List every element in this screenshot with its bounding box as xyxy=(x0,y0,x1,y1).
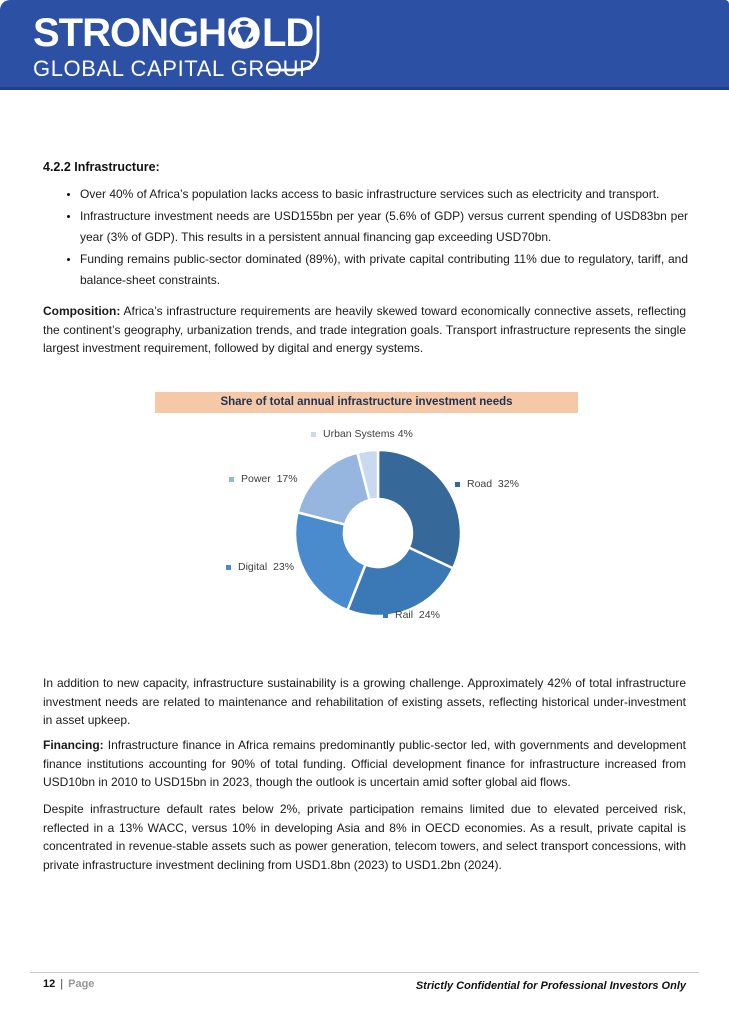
brand-wordmark-part1: STRONGH xyxy=(33,11,226,55)
footer-separator: | xyxy=(60,978,64,990)
pie-label-digital xyxy=(226,561,294,574)
composition-text: Africa’s infrastructure requirements are heavily skewed toward economically connective assets, reflecting the continent’s geography, urbanization trends, and trade integration goals. Transport infrastructure represents the single largest investment requirement, followed by digital and energy systems. xyxy=(43,304,686,355)
legend-marker-icon xyxy=(226,565,231,570)
risk-paragraph: Despite infrastructure default rates below 2%, private participation remains limited due to elevated perceived risk, reflected in a 13% WACC, versus 10% in developing Asia and 8% in OECD economies. As a result, private capital is concentrated in revenue-stable assets such as power generation, telecom towers, and select transport concessions, with private infrastructure investment declining from USD1.8bn (2023) to USD1.2bn (2024). xyxy=(43,802,686,872)
sustainability-paragraph: In addition to new capacity, infrastructure sustainability is a growing challenge. Approximately 42% of total infrastructure investment needs are related to maintenance and rehabilitation of existing assets, reflecting historical under-investment in asset upkeep. xyxy=(43,676,686,727)
globe-icon xyxy=(227,16,261,50)
pie-label-urban-systems xyxy=(311,428,413,441)
financing-paragraph xyxy=(43,736,686,792)
donut-chart xyxy=(0,415,729,665)
pie-label-rail xyxy=(383,609,440,622)
composition-paragraph xyxy=(43,302,686,358)
pie-segment-road xyxy=(378,450,461,568)
pie-label-road xyxy=(455,478,519,491)
footer-page-label: Page xyxy=(68,978,95,990)
pie-label-text: Rail 24% xyxy=(395,609,440,621)
pie-label-text: Urban Systems 4% xyxy=(323,428,413,440)
header-banner xyxy=(0,0,729,90)
footer-page-number xyxy=(43,978,94,990)
legend-marker-icon xyxy=(229,477,234,482)
page-number: 12 xyxy=(43,978,56,990)
brand-subtitle: GLOBAL CAPITAL GROUP xyxy=(33,56,315,81)
bullet-item: • Infrastructure investment needs are USD155bn per year (5.6% of GDP) versus current spending of USD83bn per year (3% of GDP). This results in a persistent annual financing gap exceeding USD70bn. xyxy=(80,206,688,249)
bullet-item: • Funding remains public-sector dominated (89%), with private capital contributing 11% due to regulatory, tariff, and balance-sheet constraints. xyxy=(80,249,688,292)
composition-lead: Composition: xyxy=(43,304,121,318)
pie-segment-power xyxy=(298,453,370,525)
footer-divider xyxy=(30,972,699,973)
legend-marker-icon xyxy=(455,482,460,487)
section-heading: 4.2.2 Infrastructure: xyxy=(43,160,160,174)
legend-marker-icon xyxy=(383,613,388,618)
brand-wordmark xyxy=(33,13,313,53)
chart-title: Share of total annual infrastructure investment needs xyxy=(155,392,578,413)
brand-logo xyxy=(33,13,314,80)
bullet-item: • Over 40% of Africa’s population lacks access to basic infrastructure services such as electricity and transport. xyxy=(80,184,688,206)
bullet-list xyxy=(43,184,688,292)
pie-label-text: Road 32% xyxy=(467,478,519,490)
pie-label-text: Power 17% xyxy=(241,473,298,485)
footer-confidentiality: Strictly Confidential for Professional Investors Only xyxy=(415,980,686,992)
financing-text: Infrastructure finance in Africa remains predominantly public-sector led, with governments and development finance institutions accounting for 90% of total funding. Official development finance for infrastructure increased from USD10bn in 2010 to USD15bn in 2023, though the outlook is uncertain amid softer global aid flows. xyxy=(43,738,686,789)
financing-lead: Financing: xyxy=(43,738,104,752)
pie-label-text: Digital 23% xyxy=(238,561,295,573)
pie-label-power xyxy=(229,473,298,486)
legend-marker-icon xyxy=(311,432,316,437)
brand-wordmark-part2: LD xyxy=(262,11,314,55)
